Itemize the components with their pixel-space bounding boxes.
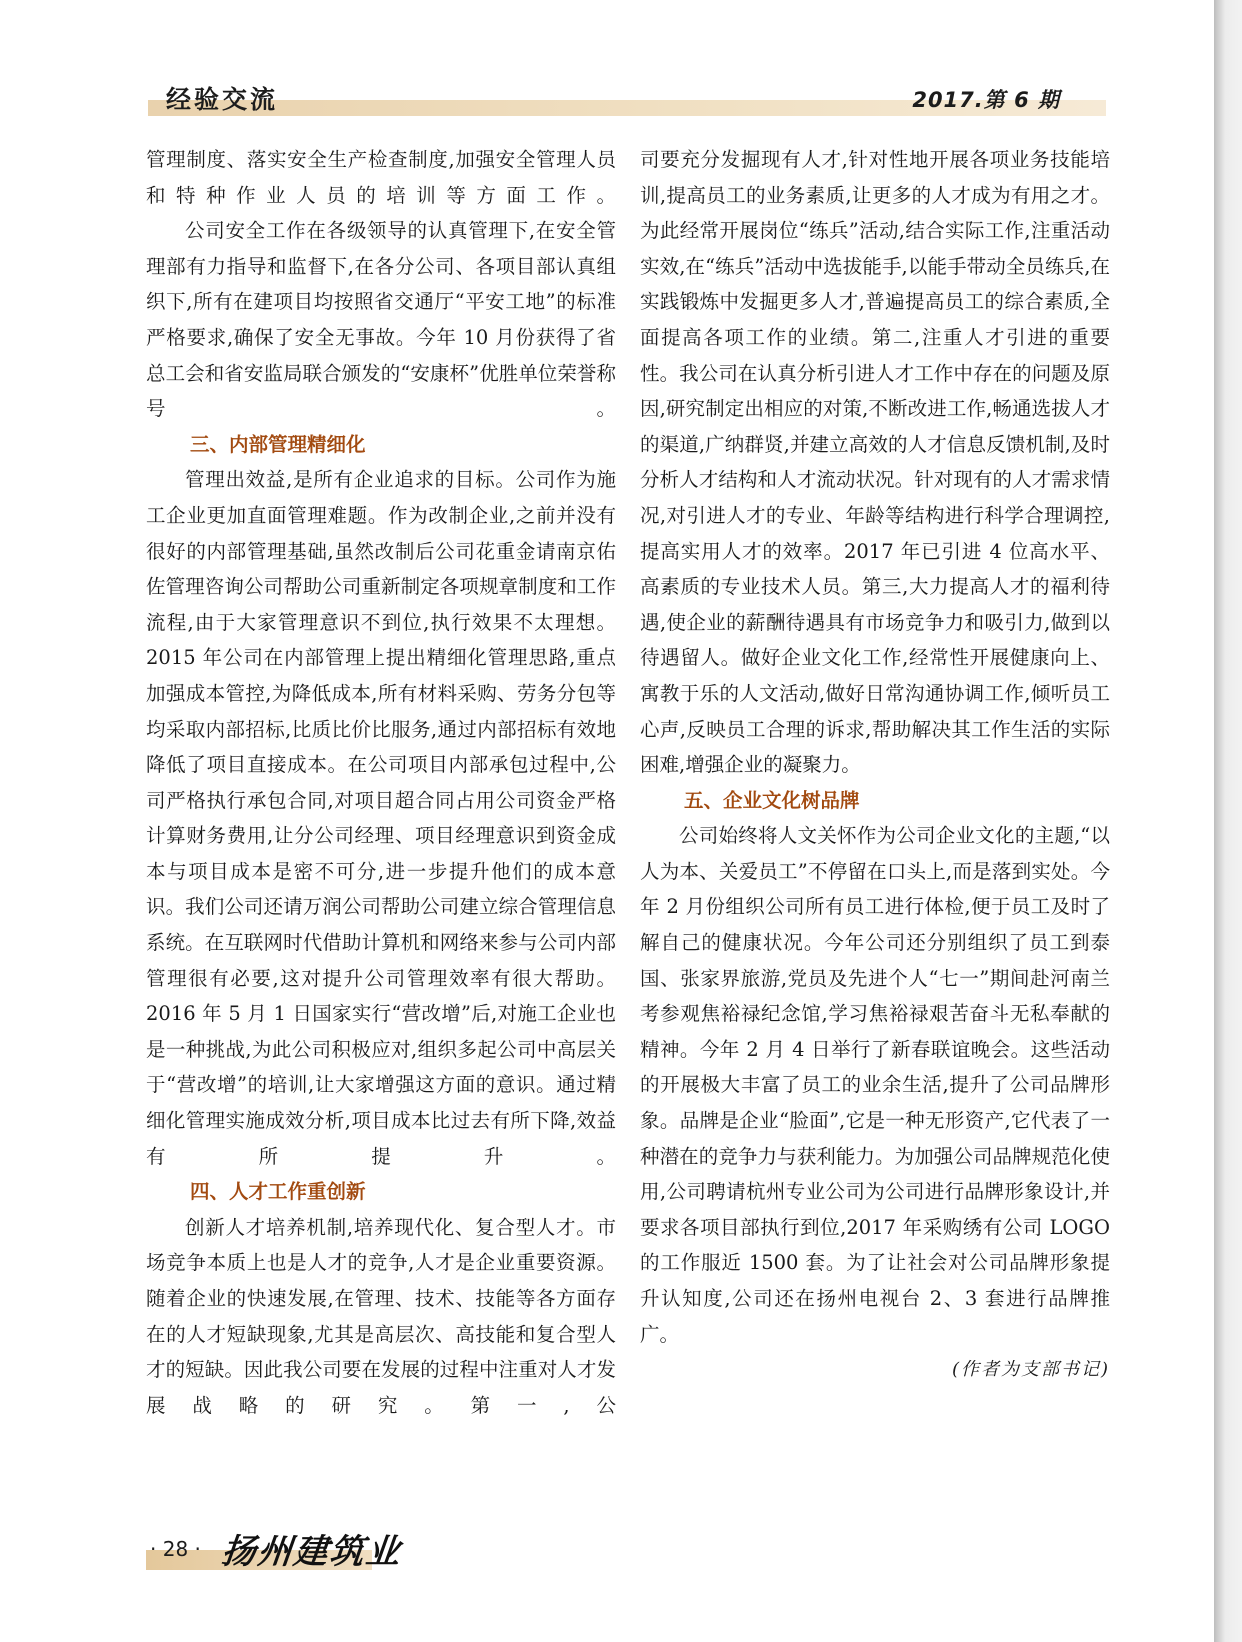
paragraph: 公司安全工作在各级领导的认真管理下,在安全管理部有力指导和监督下,在各分公司、各项目部认真组织下,所有在建项目均按照省交通厅“平安工地”的标准严格要求,确保了安全无事故。今年 10 月份获得了省总工会和省安监局联合颁发的“安康杯”优胜单位荣誉称号。	[146, 219, 616, 421]
magazine-logo: 扬州建筑业	[219, 1532, 404, 1572]
page-edge-shadow	[1214, 0, 1242, 1642]
page-number: · 28 ·	[150, 1537, 201, 1561]
paragraph: 公司始终将人文关怀作为公司企业文化的主题,“以人为本、关爱员工”不停留在口头上,而是落到实处。今年 2 月份组织公司所有员工进行体检,便于员工及时了解自己的健康状况。今年公司还分别组织了员工到泰国、张家界旅游,党员及先进个人“七一”期间赴河南兰考参观焦裕禄纪念馆,学习焦裕禄艰苦奋斗无私奉献的精神。今年 2 月 4 日举行了新春联谊晚会。这些活动的开展极大丰富了员工的业余生活,提升了公司品牌形象。品牌是企业“脸面”,它是一种无形资产,它代表了一种潜在的竞争力与获利能力。为加强公司品牌规范化使用,公司聘请杭州专业公司为公司进行品牌形象设计,并要求各项目部执行到位,2017 年采购绣有公司 LOGO 的工作服近 1500 套。为了让社会对公司品牌形象提升认知度,公司还在扬州电视台 2、3 套进行品牌推广。	[640, 824, 1110, 1346]
article-column-right	[640, 142, 1110, 1388]
section-heading: 三、内部管理精细化	[190, 432, 366, 456]
paragraph: 创新人才培养机制,培养现代化、复合型人才。市场竞争本质上也是人才的竞争,人才是企业重要资源。随着企业的快速发展,在管理、技术、技能等各方面存在的人才短缺现象,尤其是高层次、高技能和复合型人才的短缺。因此我公司要在发展的过程中注重对人才发展战略的研究。第一,公	[146, 1215, 616, 1417]
paragraph: 管理出效益,是所有企业追求的目标。公司作为施工企业更加直面管理难题。作为改制企业,之前并没有很好的内部管理基础,虽然改制后公司花重金请南京佑佐管理咨询公司帮助公司重新制定各项规章制度和工作流程,由于大家管理意识不到位,执行效果不太理想。2015 年公司在内部管理上提出精细化管理思路,重点加强成本管控,为降低成本,所有材料采购、劳务分包等均采取内部招标,比质比价比服务,通过内部招标有效地降低了项目直接成本。在公司项目内部承包过程中,公司严格执行承包合同,对项目超合同占用公司资金严格计算财务费用,让分公司经理、项目经理意识到资金成本与项目成本是密不可分,进一步提升他们的成本意识。我们公司还请万润公司帮助公司建立综合管理信息系统。在互联网时代借助计算机和网络来参与公司内部管理很有必要,这对提升公司管理效率有很大帮助。2016 年 5 月 1 日国家实行“营改增”后,对施工企业也是一种挑战,为此公司积极应对,组织多起公司中高层关于“营改增”的培训,让大家增强这方面的意识。通过精细化管理实施成效分析,项目成本比过去有所下降,效益有所提升。	[146, 468, 616, 1168]
section-heading: 四、人才工作重创新	[190, 1180, 366, 1204]
paragraph: 司要充分发掘现有人才,针对性地开展各项业务技能培训,提高员工的业务素质,让更多的人才成为有用之才。为此经常开展岗位“练兵”活动,结合实际工作,注重活动实效,在“练兵”活动中选拔能手,以能手带动全员练兵,在实践锻炼中发掘更多人才,普遍提高员工的综合素质,全面提高各项工作的业绩。第二,注重人才引进的重要性。我公司在认真分析引进人才工作中存在的问题及原因,研究制定出相应的对策,不断改进工作,畅通选拔人才的渠道,广纳群贤,并建立高效的人才信息反馈机制,及时分析人才结构和人才流动状况。针对现有的人才需求情况,对引进人才的专业、年龄等结构进行科学合理调控,提高实用人才的效率。2017 年已引进 4 位高水平、高素质的专业技术人员。第三,大力提高人才的福利待遇,使企业的薪酬待遇具有市场竞争力和吸引力,做到以待遇留人。做好企业文化工作,经常性开展健康向上、寓教于乐的人文活动,做好日常沟通协调工作,倾听员工心声,反映员工合理的诉求,帮助解决其工作生活的实际困难,增强企业的凝聚力。	[640, 148, 1110, 777]
section-title: 经验交流	[166, 85, 279, 114]
section-heading: 五、企业文化树品牌	[684, 788, 860, 812]
paragraph: 管理制度、落实安全生产检查制度,加强安全管理人员和特种作业人员的培训等方面工作。	[146, 148, 616, 207]
author-note: (作者为支部书记)	[951, 1359, 1110, 1381]
article-column-left	[146, 142, 616, 1423]
issue-label: 2017.第 6 期	[912, 88, 1060, 112]
